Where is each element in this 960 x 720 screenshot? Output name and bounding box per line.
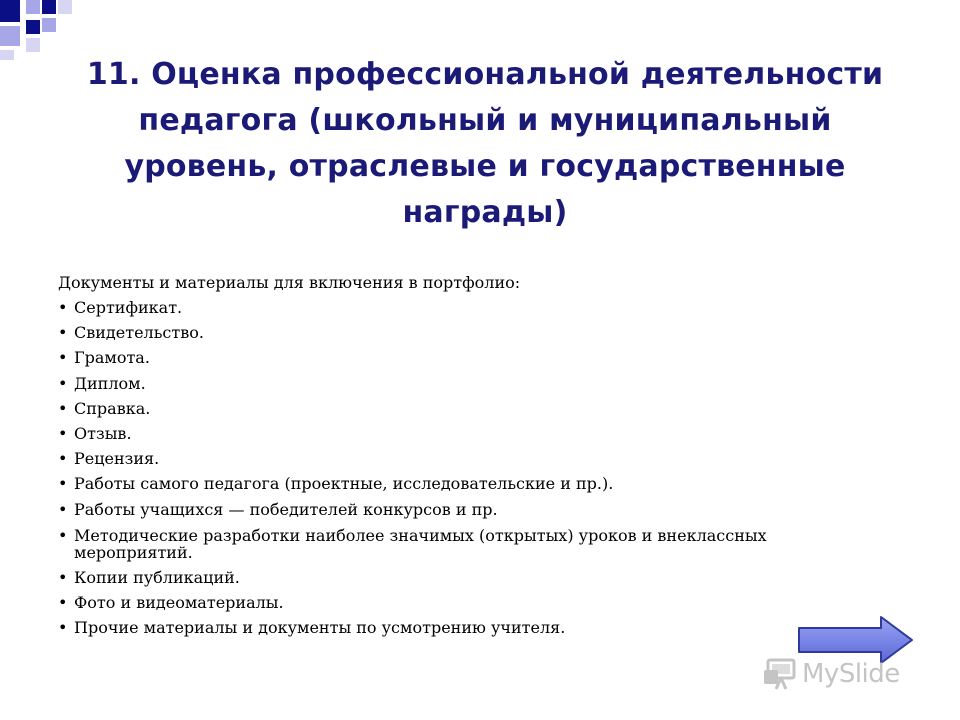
watermark [762, 654, 932, 694]
corner-square-light [58, 0, 72, 14]
list-item: • Работы самого педагога (проектные, исследовательские и пр.). [58, 473, 828, 495]
corner-square-dark [26, 20, 40, 34]
list-item: • Диплом. [58, 373, 828, 395]
corner-square-mid [0, 26, 20, 46]
list-item: • Грамота. [58, 347, 828, 369]
list-item: • Свидетельство. [58, 322, 828, 344]
list-item: • Рецензия. [58, 448, 828, 470]
list-item: • Отзыв. [58, 423, 828, 445]
corner-square-dark [0, 0, 20, 22]
document-list [58, 297, 828, 639]
corner-square-light [0, 50, 14, 60]
corner-decoration [0, 0, 80, 60]
list-item: • Работы учащихся — победителей конкурсов и пр. [58, 499, 828, 521]
list-item: • Сертификат. [58, 297, 828, 319]
slide-content [58, 272, 828, 642]
slide-title: 11. Оценка профессиональной деятельности педагога (школьный и муниципальный уровень, отраслевые и государственные награды) [86, 57, 884, 230]
corner-square-mid [26, 0, 40, 14]
presentation-board-icon [762, 656, 798, 692]
list-item: • Прочие материалы и документы по усмотрению учителя. [58, 617, 828, 639]
corner-square-mid [42, 18, 56, 32]
list-item: • Фото и видеоматериалы. [58, 592, 828, 614]
watermark-brand: MySlide [802, 659, 900, 689]
corner-square-dark [42, 0, 56, 14]
list-item: • Справка. [58, 398, 828, 420]
intro-text: Документы и материалы для включения в портфолио: [58, 273, 521, 292]
list-item: • Методические разработки наиболее значимых (открытых) уроков и внеклассных мероприятий. [58, 524, 828, 561]
list-item: • Копии публикаций. [58, 567, 828, 589]
corner-square-light [26, 38, 40, 52]
